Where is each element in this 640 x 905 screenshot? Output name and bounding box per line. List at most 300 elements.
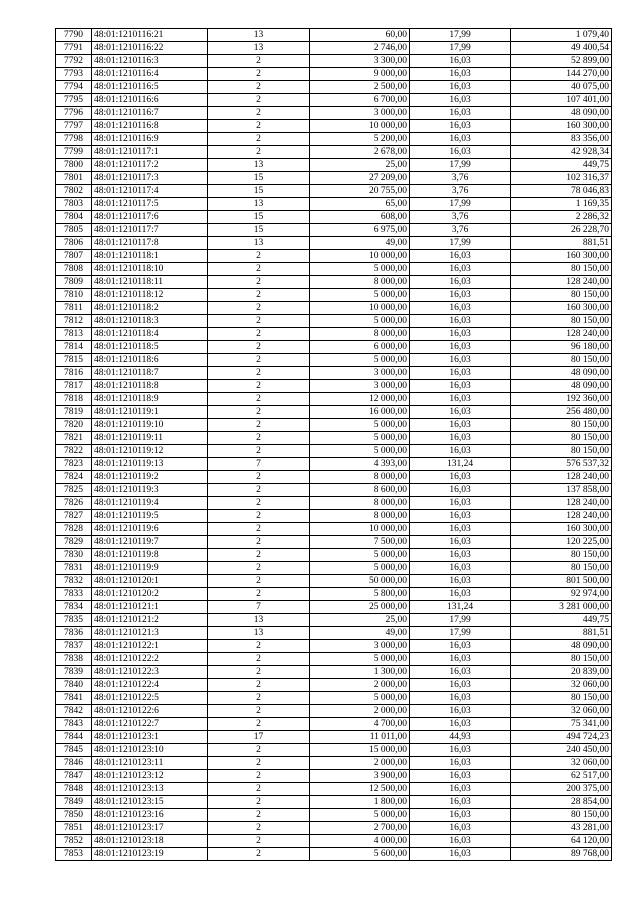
category-code-cell: 2 (208, 445, 310, 458)
value-cell: 32 060,00 (511, 679, 612, 692)
category-code-cell: 15 (208, 224, 310, 237)
rate-cell: 16,03 (410, 380, 511, 393)
cadastral-number-cell: 48:01:1210118:11 (92, 276, 208, 289)
row-number-cell: 7809 (56, 276, 92, 289)
value-cell: 80 150,00 (511, 549, 612, 562)
row-number-cell: 7795 (56, 94, 92, 107)
area-cell: 50 000,00 (310, 575, 410, 588)
cadastral-number-cell: 48:01:1210122:6 (92, 705, 208, 718)
row-number-cell: 7804 (56, 211, 92, 224)
table-row (56, 497, 612, 510)
rate-cell: 16,03 (410, 68, 511, 81)
area-cell: 3 000,00 (310, 640, 410, 653)
rate-cell: 44,93 (410, 731, 511, 744)
category-code-cell: 2 (208, 653, 310, 666)
cadastral-number-cell: 48:01:1210118:3 (92, 315, 208, 328)
value-cell: 576 537,32 (511, 458, 612, 471)
category-code-cell: 2 (208, 328, 310, 341)
table-row (56, 471, 612, 484)
cadastral-number-cell: 48:01:1210123:11 (92, 757, 208, 770)
row-number-cell: 7790 (56, 29, 92, 42)
rate-cell: 16,03 (410, 315, 511, 328)
table-row (56, 731, 612, 744)
value-cell: 120 225,00 (511, 536, 612, 549)
rate-cell: 16,03 (410, 848, 511, 861)
value-cell: 80 150,00 (511, 419, 612, 432)
rate-cell: 16,03 (410, 445, 511, 458)
row-number-cell: 7848 (56, 783, 92, 796)
row-number-cell: 7831 (56, 562, 92, 575)
category-code-cell: 2 (208, 588, 310, 601)
row-number-cell: 7811 (56, 302, 92, 315)
rate-cell: 16,03 (410, 510, 511, 523)
category-code-cell: 2 (208, 744, 310, 757)
row-number-cell: 7822 (56, 445, 92, 458)
area-cell: 10 000,00 (310, 302, 410, 315)
rate-cell: 16,03 (410, 809, 511, 822)
cadastral-number-cell: 48:01:1210116:22 (92, 42, 208, 55)
value-cell: 200 375,00 (511, 783, 612, 796)
table-row (56, 445, 612, 458)
value-cell: 32 060,00 (511, 705, 612, 718)
area-cell: 65,00 (310, 198, 410, 211)
cadastral-number-cell: 48:01:1210117:1 (92, 146, 208, 159)
value-cell: 80 150,00 (511, 315, 612, 328)
rate-cell: 16,03 (410, 562, 511, 575)
cadastral-number-cell: 48:01:1210123:12 (92, 770, 208, 783)
table-row (56, 81, 612, 94)
category-code-cell: 2 (208, 432, 310, 445)
area-cell: 3 000,00 (310, 380, 410, 393)
area-cell: 5 000,00 (310, 445, 410, 458)
row-number-cell: 7806 (56, 237, 92, 250)
rate-cell: 16,03 (410, 705, 511, 718)
area-cell: 60,00 (310, 29, 410, 42)
rate-cell: 3,76 (410, 224, 511, 237)
category-code-cell: 2 (208, 133, 310, 146)
table-row (56, 146, 612, 159)
table-body (56, 29, 612, 861)
category-code-cell: 2 (208, 705, 310, 718)
table-row (56, 770, 612, 783)
table-row (56, 341, 612, 354)
value-cell: 80 150,00 (511, 445, 612, 458)
table-row (56, 601, 612, 614)
cadastral-value-table (55, 28, 612, 861)
cadastral-number-cell: 48:01:1210123:15 (92, 796, 208, 809)
category-code-cell: 2 (208, 367, 310, 380)
row-number-cell: 7798 (56, 133, 92, 146)
area-cell: 2 500,00 (310, 81, 410, 94)
cadastral-number-cell: 48:01:1210123:19 (92, 848, 208, 861)
table-row (56, 302, 612, 315)
table-row (56, 354, 612, 367)
rate-cell: 16,03 (410, 94, 511, 107)
value-cell: 49 400,54 (511, 42, 612, 55)
row-number-cell: 7820 (56, 419, 92, 432)
area-cell: 15 000,00 (310, 744, 410, 757)
rate-cell: 16,03 (410, 419, 511, 432)
table-row (56, 224, 612, 237)
area-cell: 6 975,00 (310, 224, 410, 237)
table-row (56, 796, 612, 809)
area-cell: 608,00 (310, 211, 410, 224)
cadastral-number-cell: 48:01:1210121:1 (92, 601, 208, 614)
category-code-cell: 13 (208, 42, 310, 55)
rate-cell: 16,03 (410, 302, 511, 315)
rate-cell: 131,24 (410, 458, 511, 471)
table-row (56, 523, 612, 536)
category-code-cell: 2 (208, 679, 310, 692)
category-code-cell: 2 (208, 796, 310, 809)
area-cell: 8 000,00 (310, 497, 410, 510)
category-code-cell: 2 (208, 55, 310, 68)
table-row (56, 133, 612, 146)
row-number-cell: 7833 (56, 588, 92, 601)
table-row (56, 94, 612, 107)
cadastral-number-cell: 48:01:1210122:5 (92, 692, 208, 705)
value-cell: 160 300,00 (511, 302, 612, 315)
cadastral-number-cell: 48:01:1210123:13 (92, 783, 208, 796)
row-number-cell: 7826 (56, 497, 92, 510)
table-row (56, 263, 612, 276)
table-row (56, 55, 612, 68)
cadastral-number-cell: 48:01:1210116:6 (92, 94, 208, 107)
value-cell: 48 090,00 (511, 380, 612, 393)
category-code-cell: 2 (208, 718, 310, 731)
cadastral-number-cell: 48:01:1210119:4 (92, 497, 208, 510)
row-number-cell: 7815 (56, 354, 92, 367)
category-code-cell: 2 (208, 809, 310, 822)
category-code-cell: 2 (208, 94, 310, 107)
category-code-cell: 15 (208, 211, 310, 224)
cadastral-number-cell: 48:01:1210116:21 (92, 29, 208, 42)
row-number-cell: 7828 (56, 523, 92, 536)
area-cell: 27 209,00 (310, 172, 410, 185)
rate-cell: 16,03 (410, 354, 511, 367)
category-code-cell: 2 (208, 575, 310, 588)
area-cell: 1 300,00 (310, 666, 410, 679)
rate-cell: 16,03 (410, 783, 511, 796)
area-cell: 5 000,00 (310, 315, 410, 328)
value-cell: 64 120,00 (511, 835, 612, 848)
category-code-cell: 2 (208, 250, 310, 263)
category-code-cell: 2 (208, 146, 310, 159)
category-code-cell: 2 (208, 510, 310, 523)
rate-cell: 16,03 (410, 536, 511, 549)
value-cell: 240 450,00 (511, 744, 612, 757)
category-code-cell: 17 (208, 731, 310, 744)
rate-cell: 16,03 (410, 367, 511, 380)
table-row (56, 68, 612, 81)
category-code-cell: 2 (208, 497, 310, 510)
cadastral-number-cell: 48:01:1210119:2 (92, 471, 208, 484)
value-cell: 43 281,00 (511, 822, 612, 835)
value-cell: 192 360,00 (511, 393, 612, 406)
rate-cell: 17,99 (410, 614, 511, 627)
table-row (56, 198, 612, 211)
table-row (56, 757, 612, 770)
area-cell: 8 000,00 (310, 276, 410, 289)
category-code-cell: 2 (208, 354, 310, 367)
cadastral-number-cell: 48:01:1210122:3 (92, 666, 208, 679)
row-number-cell: 7837 (56, 640, 92, 653)
rate-cell: 16,03 (410, 588, 511, 601)
rate-cell: 16,03 (410, 133, 511, 146)
table-row (56, 484, 612, 497)
category-code-cell: 2 (208, 848, 310, 861)
area-cell: 2 746,00 (310, 42, 410, 55)
category-code-cell: 2 (208, 770, 310, 783)
category-code-cell: 2 (208, 835, 310, 848)
area-cell: 5 000,00 (310, 809, 410, 822)
category-code-cell: 2 (208, 393, 310, 406)
category-code-cell: 2 (208, 81, 310, 94)
cadastral-number-cell: 48:01:1210118:5 (92, 341, 208, 354)
value-cell: 128 240,00 (511, 276, 612, 289)
value-cell: 449,75 (511, 614, 612, 627)
rate-cell: 16,03 (410, 341, 511, 354)
area-cell: 10 000,00 (310, 120, 410, 133)
category-code-cell: 13 (208, 29, 310, 42)
category-code-cell: 2 (208, 562, 310, 575)
table-row (56, 406, 612, 419)
category-code-cell: 13 (208, 614, 310, 627)
row-number-cell: 7840 (56, 679, 92, 692)
cadastral-number-cell: 48:01:1210118:2 (92, 302, 208, 315)
rate-cell: 16,03 (410, 757, 511, 770)
value-cell: 80 150,00 (511, 809, 612, 822)
category-code-cell: 2 (208, 68, 310, 81)
cadastral-number-cell: 48:01:1210119:12 (92, 445, 208, 458)
area-cell: 20 755,00 (310, 185, 410, 198)
row-number-cell: 7827 (56, 510, 92, 523)
cadastral-number-cell: 48:01:1210117:8 (92, 237, 208, 250)
cadastral-number-cell: 48:01:1210121:2 (92, 614, 208, 627)
row-number-cell: 7799 (56, 146, 92, 159)
area-cell: 3 000,00 (310, 107, 410, 120)
rate-cell: 16,03 (410, 107, 511, 120)
rate-cell: 16,03 (410, 796, 511, 809)
cadastral-number-cell: 48:01:1210119:10 (92, 419, 208, 432)
cadastral-number-cell: 48:01:1210119:3 (92, 484, 208, 497)
area-cell: 5 000,00 (310, 263, 410, 276)
area-cell: 5 600,00 (310, 848, 410, 861)
cadastral-number-cell: 48:01:1210118:1 (92, 250, 208, 263)
cadastral-number-cell: 48:01:1210119:5 (92, 510, 208, 523)
area-cell: 16 000,00 (310, 406, 410, 419)
row-number-cell: 7800 (56, 159, 92, 172)
rate-cell: 3,76 (410, 211, 511, 224)
area-cell: 49,00 (310, 237, 410, 250)
category-code-cell: 2 (208, 120, 310, 133)
area-cell: 12 000,00 (310, 393, 410, 406)
category-code-cell: 2 (208, 757, 310, 770)
category-code-cell: 7 (208, 458, 310, 471)
area-cell: 7 500,00 (310, 536, 410, 549)
rate-cell: 16,03 (410, 146, 511, 159)
category-code-cell: 2 (208, 380, 310, 393)
value-cell: 3 281 000,00 (511, 601, 612, 614)
area-cell: 6 000,00 (310, 341, 410, 354)
area-cell: 25 000,00 (310, 601, 410, 614)
cadastral-number-cell: 48:01:1210119:9 (92, 562, 208, 575)
row-number-cell: 7839 (56, 666, 92, 679)
table-row (56, 822, 612, 835)
area-cell: 10 000,00 (310, 523, 410, 536)
rate-cell: 16,03 (410, 718, 511, 731)
rate-cell: 17,99 (410, 29, 511, 42)
category-code-cell: 2 (208, 471, 310, 484)
area-cell: 10 000,00 (310, 250, 410, 263)
rate-cell: 16,03 (410, 263, 511, 276)
cadastral-number-cell: 48:01:1210119:8 (92, 549, 208, 562)
value-cell: 1 169,35 (511, 198, 612, 211)
value-cell: 83 356,00 (511, 133, 612, 146)
cadastral-number-cell: 48:01:1210116:4 (92, 68, 208, 81)
area-cell: 4 393,00 (310, 458, 410, 471)
rate-cell: 16,03 (410, 549, 511, 562)
table-row (56, 107, 612, 120)
cadastral-number-cell: 48:01:1210117:6 (92, 211, 208, 224)
row-number-cell: 7846 (56, 757, 92, 770)
category-code-cell: 2 (208, 484, 310, 497)
row-number-cell: 7834 (56, 601, 92, 614)
row-number-cell: 7819 (56, 406, 92, 419)
value-cell: 62 517,00 (511, 770, 612, 783)
rate-cell: 16,03 (410, 471, 511, 484)
row-number-cell: 7844 (56, 731, 92, 744)
category-code-cell: 13 (208, 627, 310, 640)
cadastral-number-cell: 48:01:1210119:6 (92, 523, 208, 536)
category-code-cell: 15 (208, 172, 310, 185)
area-cell: 8 000,00 (310, 510, 410, 523)
category-code-cell: 2 (208, 289, 310, 302)
area-cell: 5 800,00 (310, 588, 410, 601)
cadastral-number-cell: 48:01:1210119:1 (92, 406, 208, 419)
row-number-cell: 7794 (56, 81, 92, 94)
row-number-cell: 7808 (56, 263, 92, 276)
category-code-cell: 2 (208, 406, 310, 419)
row-number-cell: 7791 (56, 42, 92, 55)
category-code-cell: 7 (208, 601, 310, 614)
rate-cell: 16,03 (410, 640, 511, 653)
rate-cell: 16,03 (410, 432, 511, 445)
cadastral-number-cell: 48:01:1210117:2 (92, 159, 208, 172)
value-cell: 92 974,00 (511, 588, 612, 601)
category-code-cell: 2 (208, 276, 310, 289)
cadastral-number-cell: 48:01:1210116:7 (92, 107, 208, 120)
value-cell: 48 090,00 (511, 640, 612, 653)
row-number-cell: 7853 (56, 848, 92, 861)
category-code-cell: 2 (208, 315, 310, 328)
table-row (56, 549, 612, 562)
rate-cell: 16,03 (410, 55, 511, 68)
row-number-cell: 7816 (56, 367, 92, 380)
row-number-cell: 7835 (56, 614, 92, 627)
table-row (56, 289, 612, 302)
value-cell: 26 228,70 (511, 224, 612, 237)
value-cell: 80 150,00 (511, 562, 612, 575)
table-row (56, 614, 612, 627)
area-cell: 2 000,00 (310, 757, 410, 770)
row-number-cell: 7829 (56, 536, 92, 549)
row-number-cell: 7832 (56, 575, 92, 588)
area-cell: 3 000,00 (310, 367, 410, 380)
table-row (56, 744, 612, 757)
value-cell: 80 150,00 (511, 289, 612, 302)
row-number-cell: 7851 (56, 822, 92, 835)
row-number-cell: 7825 (56, 484, 92, 497)
cadastral-number-cell: 48:01:1210119:13 (92, 458, 208, 471)
category-code-cell: 2 (208, 107, 310, 120)
value-cell: 2 286,32 (511, 211, 612, 224)
area-cell: 3 300,00 (310, 55, 410, 68)
rate-cell: 16,03 (410, 484, 511, 497)
rate-cell: 16,03 (410, 770, 511, 783)
rate-cell: 16,03 (410, 393, 511, 406)
value-cell: 128 240,00 (511, 328, 612, 341)
cadastral-number-cell: 48:01:1210120:2 (92, 588, 208, 601)
table-row (56, 120, 612, 133)
cadastral-number-cell: 48:01:1210123:10 (92, 744, 208, 757)
row-number-cell: 7850 (56, 809, 92, 822)
area-cell: 2 700,00 (310, 822, 410, 835)
row-number-cell: 7852 (56, 835, 92, 848)
cadastral-number-cell: 48:01:1210117:4 (92, 185, 208, 198)
cadastral-number-cell: 48:01:1210116:3 (92, 55, 208, 68)
value-cell: 256 480,00 (511, 406, 612, 419)
cadastral-number-cell: 48:01:1210123:17 (92, 822, 208, 835)
row-number-cell: 7821 (56, 432, 92, 445)
rate-cell: 16,03 (410, 289, 511, 302)
value-cell: 128 240,00 (511, 497, 612, 510)
area-cell: 2 000,00 (310, 705, 410, 718)
area-cell: 12 500,00 (310, 783, 410, 796)
area-cell: 25,00 (310, 159, 410, 172)
category-code-cell: 13 (208, 237, 310, 250)
value-cell: 160 300,00 (511, 250, 612, 263)
row-number-cell: 7845 (56, 744, 92, 757)
row-number-cell: 7847 (56, 770, 92, 783)
category-code-cell: 2 (208, 302, 310, 315)
rate-cell: 16,03 (410, 653, 511, 666)
row-number-cell: 7838 (56, 653, 92, 666)
cadastral-number-cell: 48:01:1210123:18 (92, 835, 208, 848)
cadastral-number-cell: 48:01:1210117:3 (92, 172, 208, 185)
category-code-cell: 2 (208, 666, 310, 679)
row-number-cell: 7841 (56, 692, 92, 705)
cadastral-number-cell: 48:01:1210119:7 (92, 536, 208, 549)
rate-cell: 16,03 (410, 250, 511, 263)
table-row (56, 666, 612, 679)
table-row (56, 185, 612, 198)
area-cell: 9 000,00 (310, 68, 410, 81)
category-code-cell: 15 (208, 185, 310, 198)
rate-cell: 16,03 (410, 328, 511, 341)
rate-cell: 17,99 (410, 198, 511, 211)
rate-cell: 16,03 (410, 835, 511, 848)
category-code-cell: 2 (208, 341, 310, 354)
area-cell: 6 700,00 (310, 94, 410, 107)
rate-cell: 16,03 (410, 744, 511, 757)
value-cell: 80 150,00 (511, 653, 612, 666)
category-code-cell: 2 (208, 523, 310, 536)
value-cell: 128 240,00 (511, 471, 612, 484)
table-row (56, 562, 612, 575)
category-code-cell: 13 (208, 159, 310, 172)
table-row (56, 679, 612, 692)
